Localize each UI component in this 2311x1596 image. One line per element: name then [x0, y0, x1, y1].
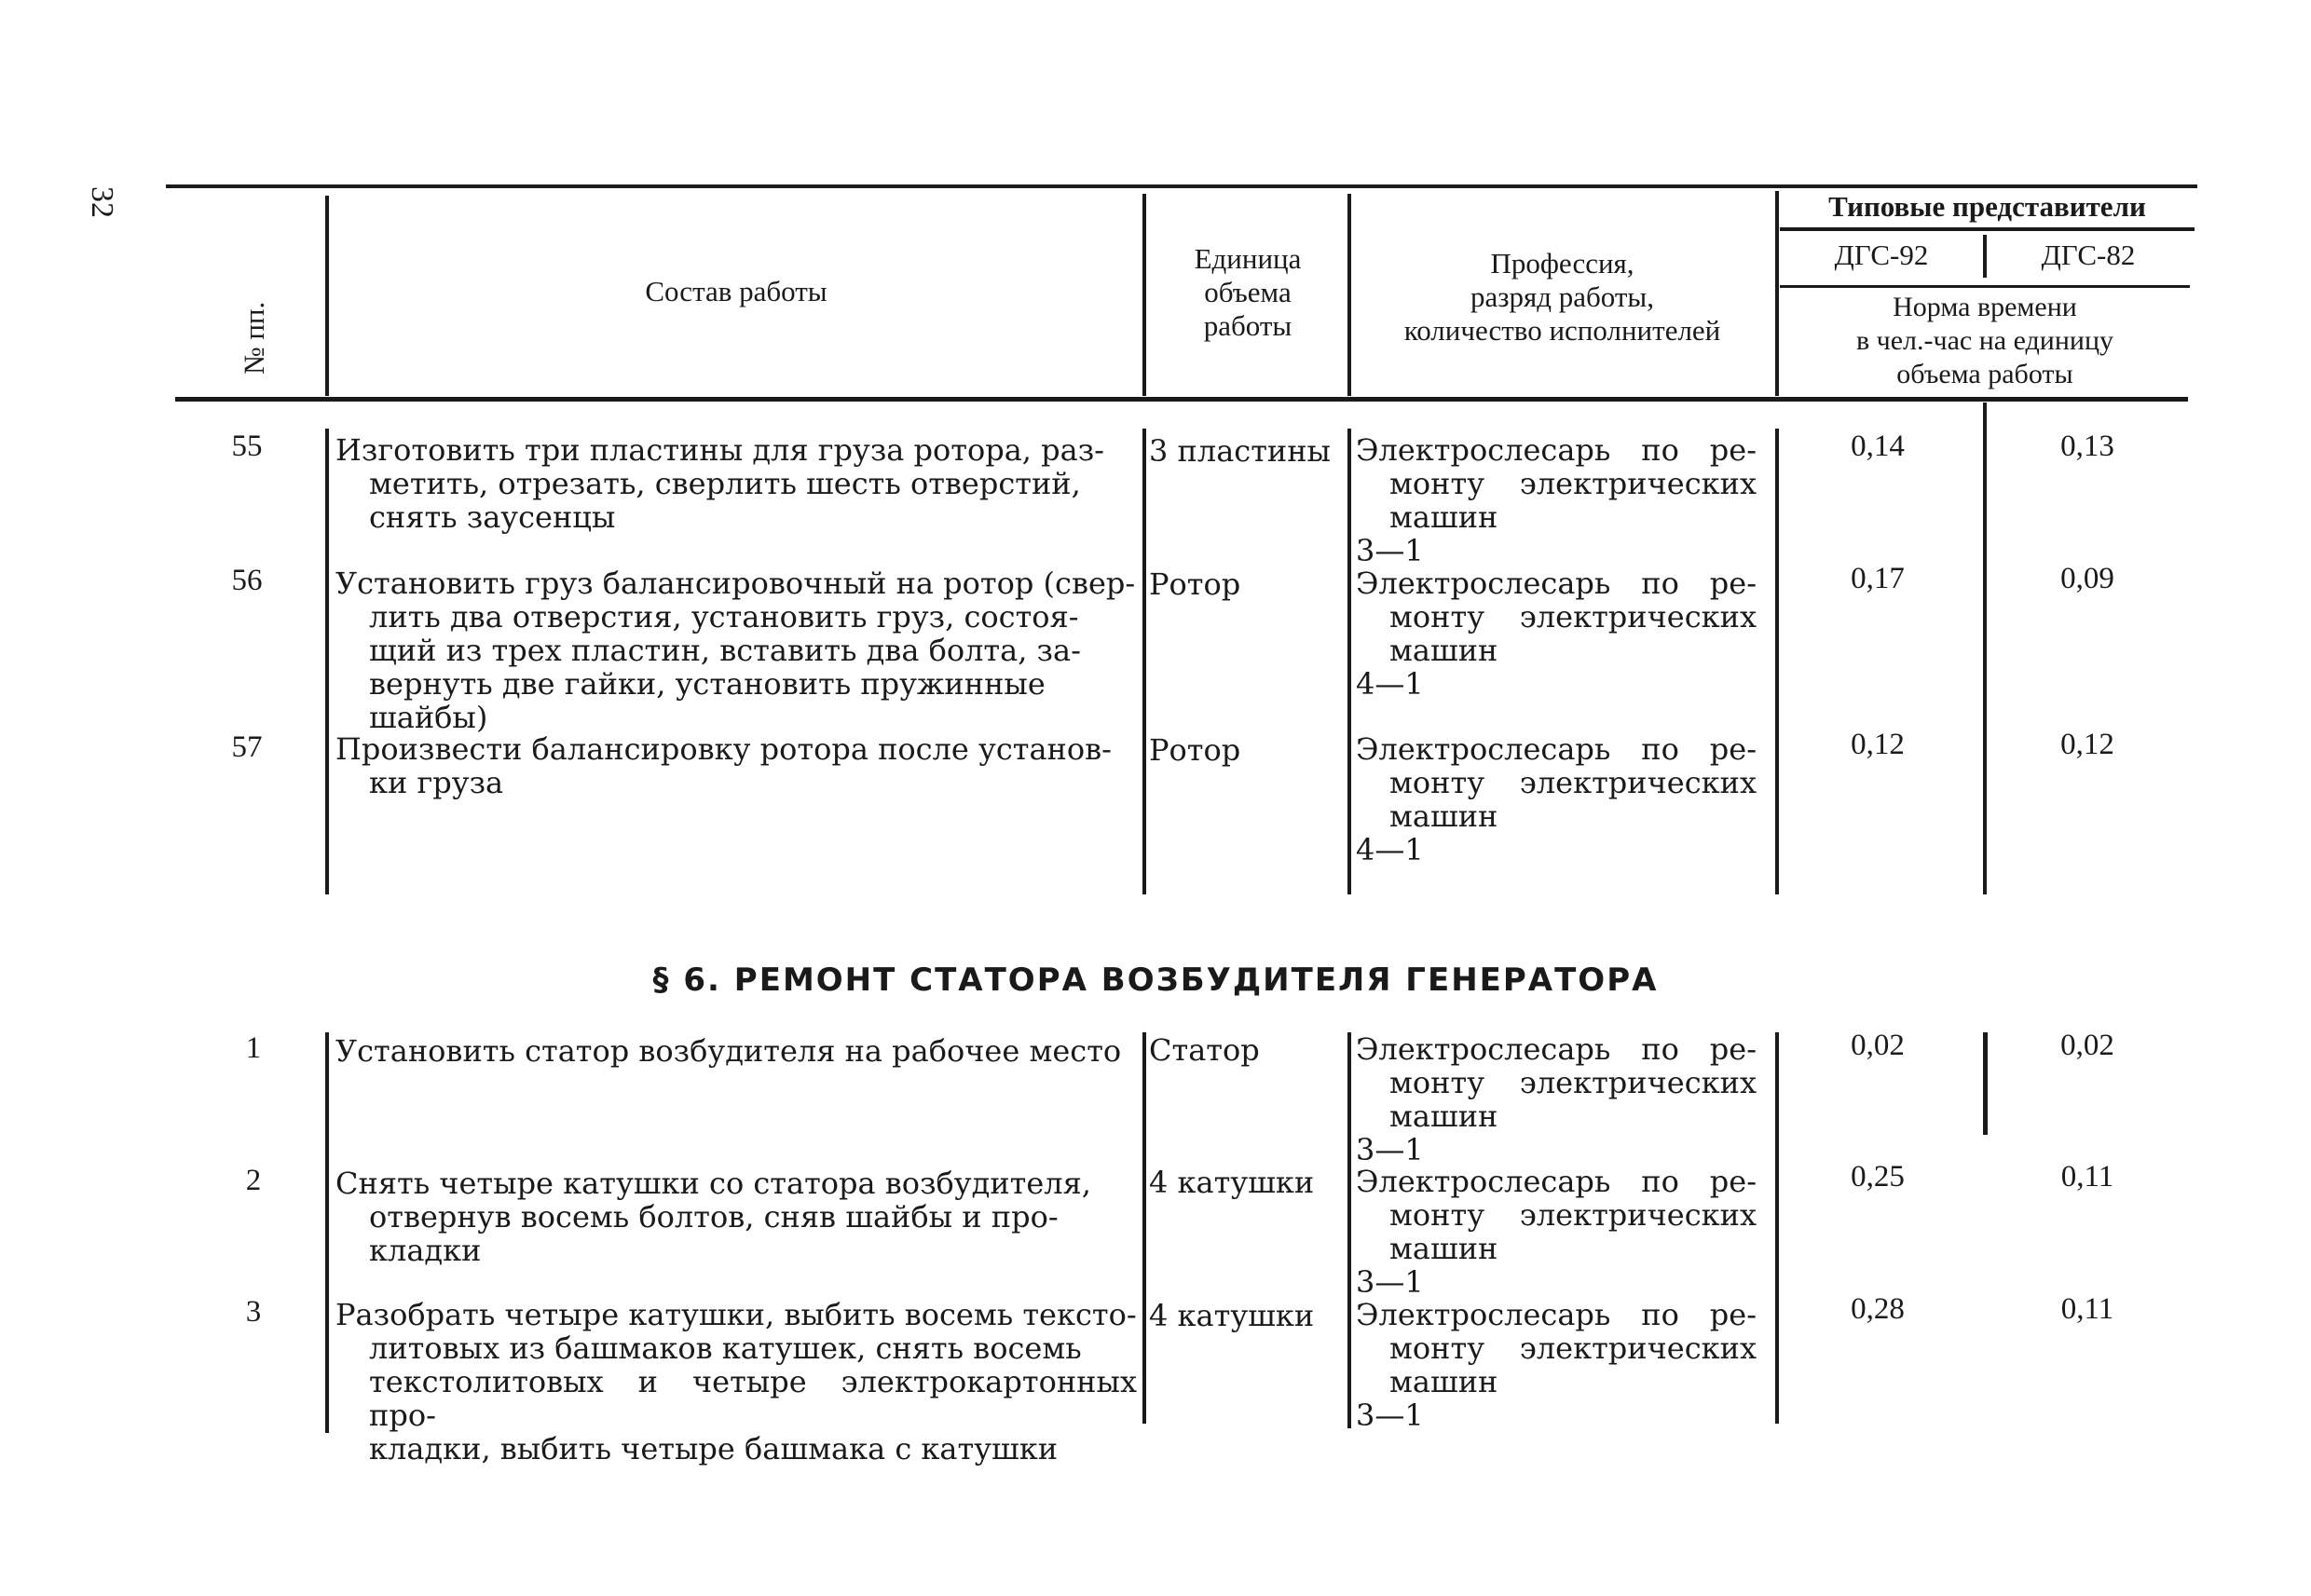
- desc-line: щий из трех пластин, вставить два болта, за-: [369, 633, 1081, 668]
- top-rule: [166, 184, 2197, 188]
- header-prof-line: разряд работы,: [1470, 280, 1655, 313]
- prof-line: монту электрических: [1389, 599, 1757, 634]
- body-divider-1: [325, 1032, 329, 1433]
- row-profession: [1356, 732, 1757, 866]
- header-prof-line: Профессия,: [1490, 247, 1634, 280]
- desc-line: кладки: [369, 1233, 482, 1268]
- desc-line: снять заусенцы: [369, 499, 616, 535]
- desc-line: литовых из башмаков катушек, снять восемь: [369, 1330, 1082, 1366]
- prof-line: Электрослесарь по ре-: [1356, 566, 1757, 601]
- prof-line: 4—1: [1356, 666, 1424, 702]
- desc-line: Изготовить три пластины для груза ротора, раз-: [335, 432, 1104, 468]
- value-dgs82: 0,02: [2060, 1029, 2114, 1062]
- desc-line: отвернув восемь болтов, сняв шайбы и про-: [369, 1199, 1059, 1235]
- body-divider-4: [1775, 429, 1779, 894]
- header-norm-line: объема работы: [1896, 359, 2073, 389]
- body-divider-2: [1142, 1032, 1146, 1424]
- row-profession: [1356, 1032, 1757, 1166]
- header-norm-line: Норма времени: [1893, 292, 2077, 322]
- row-number: 3: [245, 1295, 262, 1329]
- header-bottom-rule: [175, 397, 2188, 402]
- row-number: 1: [245, 1031, 262, 1065]
- desc-line: Установить груз балансировочный на ротор (свер-: [335, 566, 1136, 601]
- prof-line: машин: [1389, 499, 1498, 535]
- desc-line: лить два отверстия, установить груз, состоя-: [369, 599, 1079, 634]
- value-dgs82: 0,09: [2060, 562, 2114, 595]
- row-number: 2: [245, 1164, 262, 1197]
- header-unit-line: Единица: [1194, 242, 1302, 275]
- row-unit: 4 катушки: [1149, 1298, 1315, 1333]
- row-profession: [1356, 433, 1757, 567]
- prof-line: Электрослесарь по ре-: [1356, 1031, 1757, 1067]
- value-dgs92: 0,25: [1851, 1160, 1905, 1194]
- body-divider-3: [1347, 1032, 1351, 1428]
- row-profession: [1356, 566, 1757, 701]
- row-number: 55: [231, 430, 263, 463]
- row-unit: 3 пластины: [1149, 433, 1332, 469]
- prof-line: Электрослесарь по ре-: [1356, 432, 1757, 468]
- header-unit-line: объема: [1204, 276, 1292, 308]
- desc-line: Снять четыре катушки со статора возбудителя,: [335, 1166, 1091, 1201]
- value-dgs82: 0,13: [2060, 430, 2114, 463]
- desc-line: метить, отрезать, сверлить шесть отверстий,: [369, 466, 1081, 501]
- body-divider-5: [1983, 1032, 1988, 1135]
- row-unit: Ротор: [1149, 566, 1241, 602]
- prof-line: 3—1: [1356, 1264, 1424, 1300]
- row-profession: [1356, 1298, 1757, 1432]
- row-unit: Статор: [1149, 1032, 1260, 1068]
- section-title: § 6. РЕМОНТ СТАТОРА ВОЗБУДИТЕЛЯ ГЕНЕРАТОРА: [652, 962, 1659, 999]
- value-dgs92: 0,17: [1851, 562, 1905, 595]
- desc-line: кладки, выбить четыре башмака с катушки: [369, 1431, 1059, 1466]
- row-description: [335, 1166, 1137, 1267]
- row-description: [335, 1034, 1137, 1068]
- header-unit: [1148, 242, 1347, 343]
- body-divider-2: [1142, 429, 1146, 894]
- value-dgs92: 0,12: [1851, 728, 1905, 761]
- body-divider-1: [325, 429, 329, 894]
- prof-line: монту электрических: [1389, 1065, 1757, 1100]
- header-prof: [1349, 247, 1775, 348]
- row-unit: Ротор: [1149, 732, 1241, 768]
- prof-line: машин: [1389, 1231, 1498, 1266]
- header-model-a: ДГС-92: [1834, 239, 1929, 271]
- header-divider-1: [325, 196, 329, 396]
- value-dgs92: 0,28: [1851, 1292, 1905, 1326]
- value-dgs92: 0,02: [1851, 1029, 1905, 1062]
- body-divider-5: [1983, 402, 1987, 894]
- row-profession: [1356, 1165, 1757, 1299]
- row-description: [335, 732, 1137, 799]
- value-dgs82: 0,11: [2060, 1292, 2114, 1326]
- row-number: 56: [231, 564, 263, 597]
- row-description: [335, 566, 1137, 734]
- prof-line: машин: [1389, 1098, 1498, 1134]
- desc-line: Установить статор возбудителя на рабочее место: [335, 1033, 1122, 1069]
- prof-line: Электрослесарь по ре-: [1356, 1297, 1757, 1332]
- value-dgs92: 0,14: [1851, 430, 1905, 463]
- page-number: 32: [85, 186, 119, 218]
- value-dgs82: 0,11: [2060, 1160, 2114, 1194]
- row-description: [335, 1298, 1137, 1466]
- header-prof-line: количество исполнителей: [1403, 314, 1721, 347]
- row-unit: 4 катушки: [1149, 1165, 1315, 1200]
- prof-line: Электрослесарь по ре-: [1356, 1164, 1757, 1199]
- prof-line: машин: [1389, 1364, 1498, 1399]
- prof-line: 4—1: [1356, 832, 1424, 867]
- value-dgs82: 0,12: [2060, 728, 2114, 761]
- prof-line: машин: [1389, 633, 1498, 668]
- prof-line: монту электрических: [1389, 1330, 1757, 1366]
- row-description: [335, 433, 1137, 534]
- header-divider-2: [1142, 194, 1146, 396]
- row-number: 57: [231, 730, 263, 764]
- header-typical: Типовые представители: [1828, 190, 2146, 223]
- prof-line: монту электрических: [1389, 765, 1757, 800]
- body-divider-3: [1347, 429, 1351, 894]
- models-rule: [1780, 285, 2190, 288]
- typical-rule: [1780, 227, 2195, 231]
- prof-line: монту электрических: [1389, 1197, 1757, 1233]
- header-norm: [1780, 291, 2190, 391]
- header-model-b: ДГС-82: [2041, 239, 2136, 271]
- desc-line: Произвести балансировку ротора после установ-: [335, 731, 1112, 767]
- prof-line: Электрослесарь по ре-: [1356, 731, 1757, 767]
- header-unit-line: работы: [1203, 309, 1292, 342]
- prof-line: 3—1: [1356, 533, 1424, 568]
- desc-line: Разобрать четыре катушки, выбить восемь тексто-: [335, 1297, 1137, 1332]
- header-work: Состав работы: [645, 275, 827, 307]
- desc-line: шайбы): [369, 700, 488, 735]
- header-norm-line: в чел.-час на единицу: [1855, 325, 2114, 356]
- prof-line: 3—1: [1356, 1398, 1424, 1433]
- desc-line: вернуть две гайки, установить пружинные: [369, 666, 1046, 702]
- prof-line: машин: [1389, 798, 1498, 834]
- desc-line: текстолитовых и четыре электрокартонных про-: [369, 1364, 1137, 1433]
- prof-line: 3—1: [1356, 1132, 1424, 1167]
- header-divider-4: [1775, 191, 1779, 396]
- body-divider-4: [1775, 1032, 1779, 1424]
- desc-line: ки груза: [369, 765, 504, 800]
- prof-line: монту электрических: [1389, 466, 1757, 501]
- header-num: № пп.: [238, 301, 270, 375]
